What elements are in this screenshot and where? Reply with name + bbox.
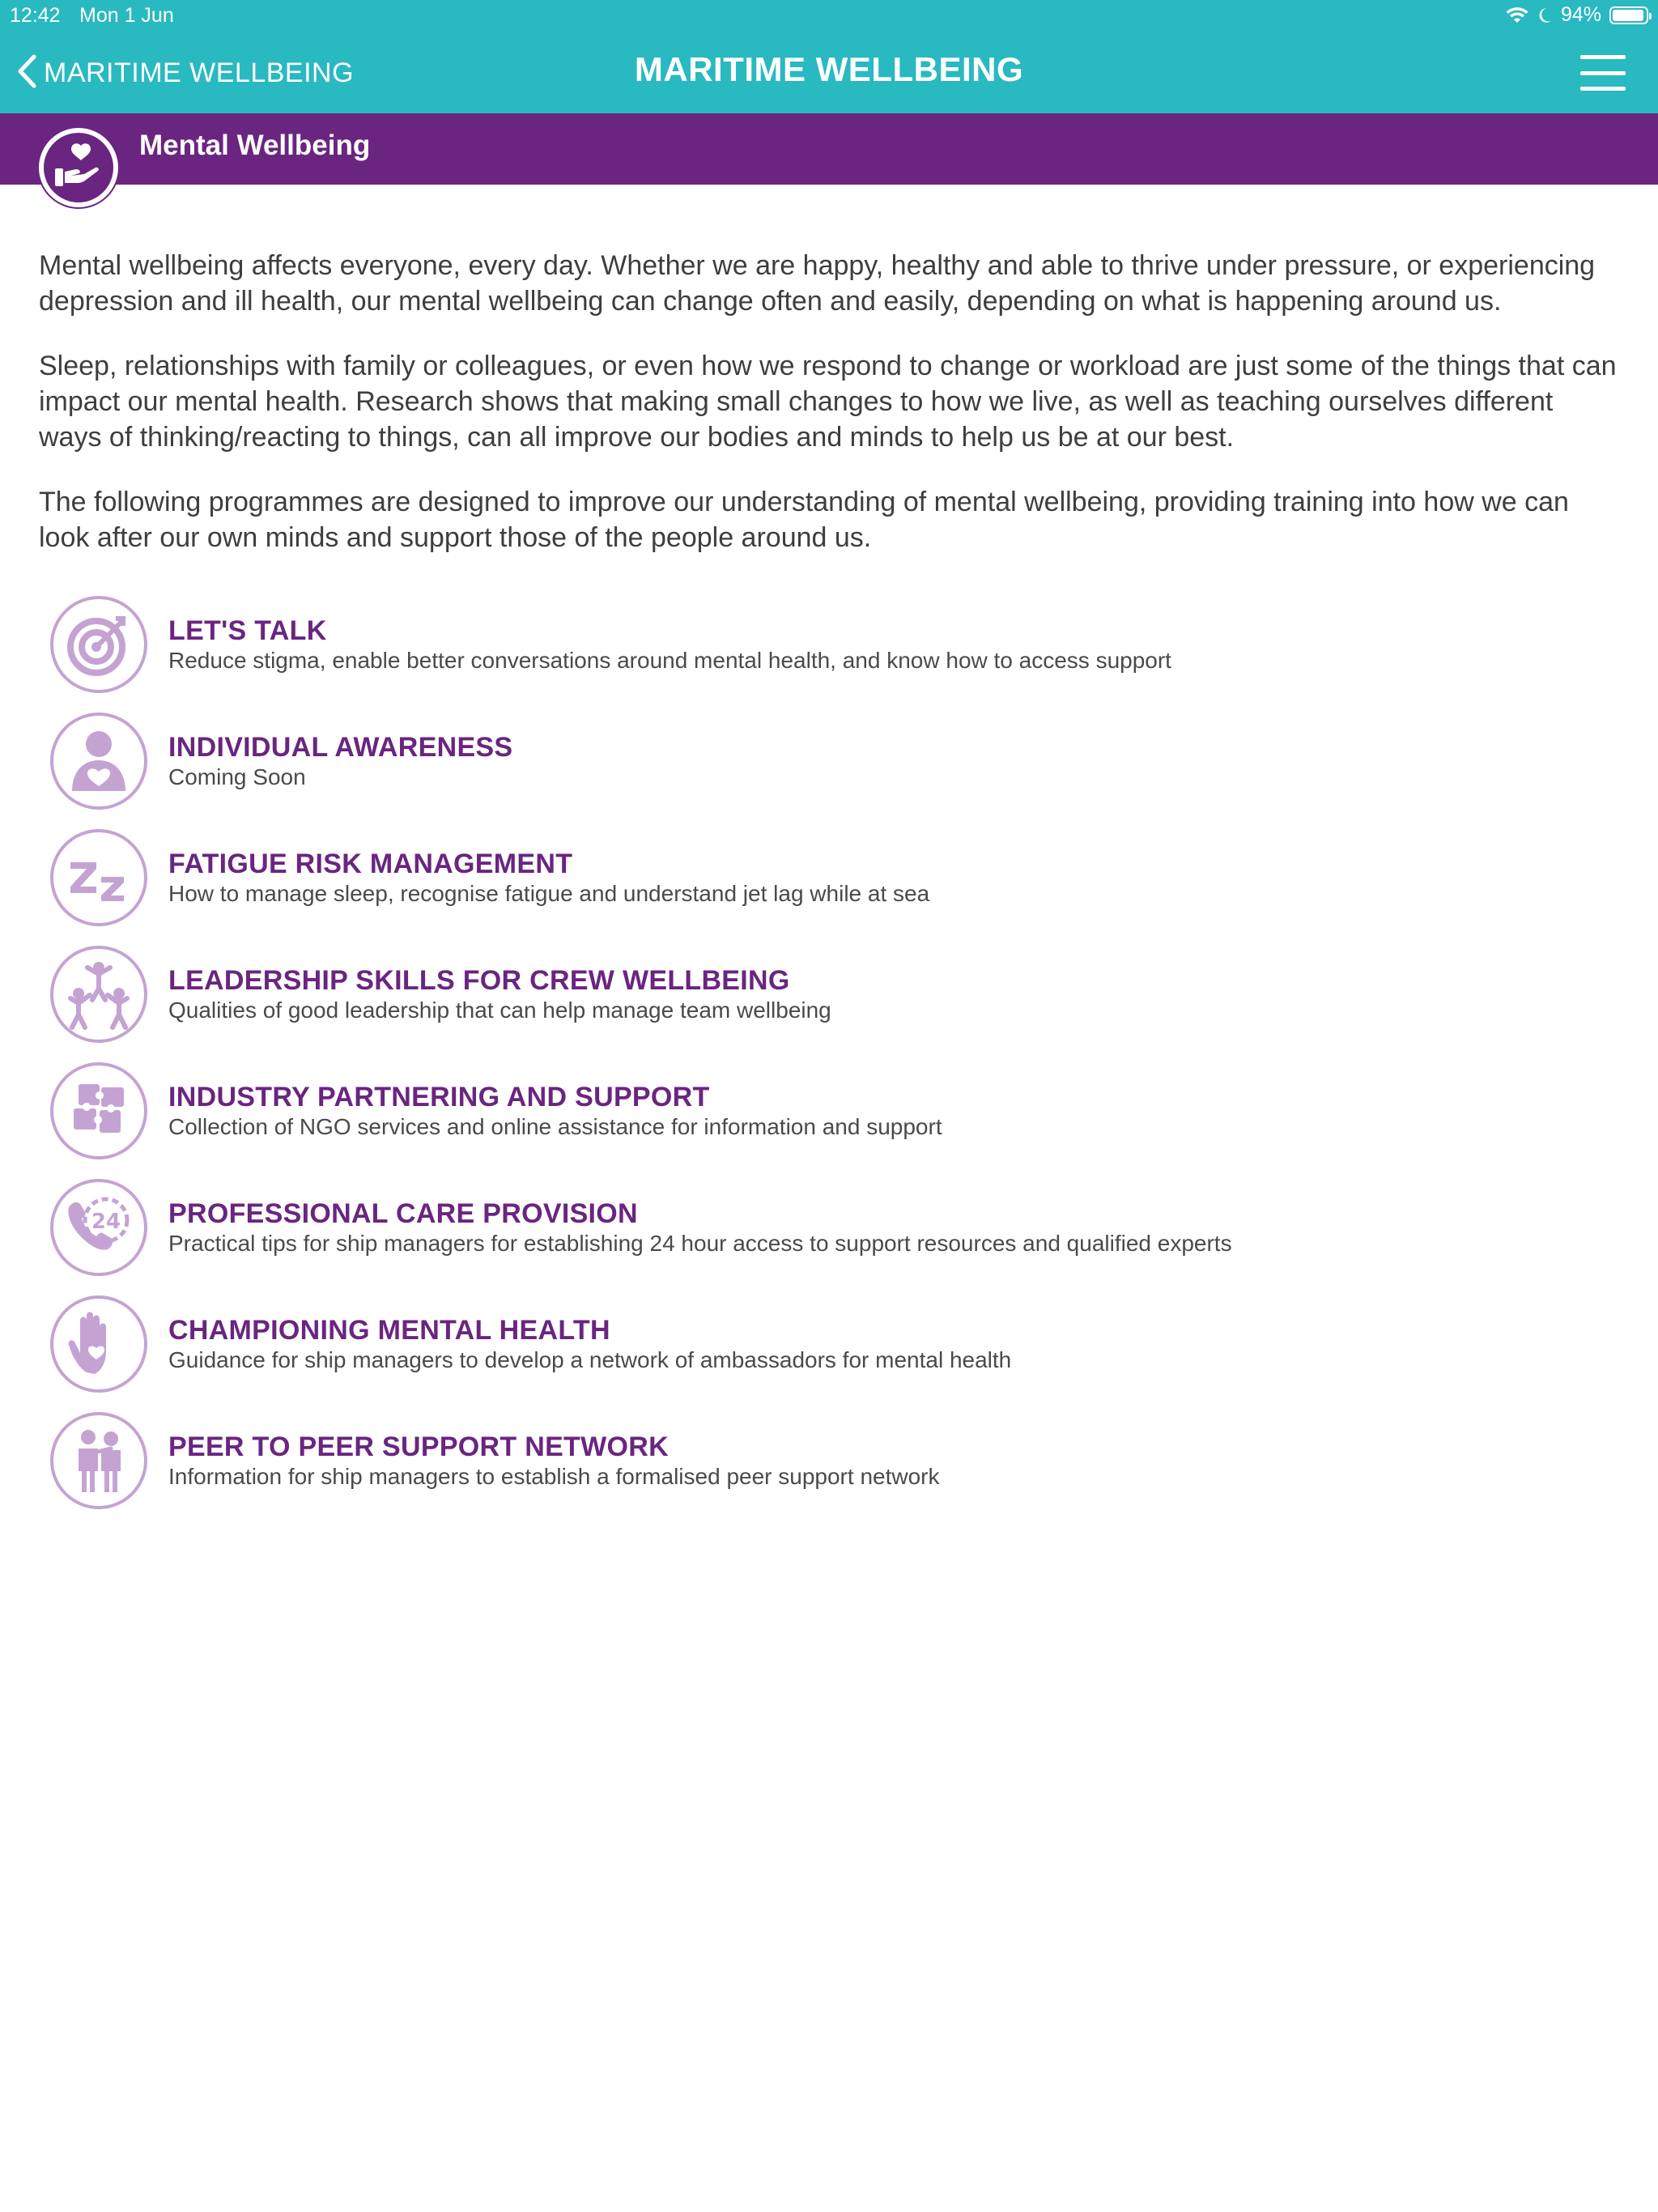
programme-item-individual-awareness[interactable]	[50, 713, 1621, 829]
moon-icon	[1537, 6, 1553, 24]
programme-title: PROFESSIONAL CARE PROVISION	[168, 1198, 638, 1229]
programme-description: Qualities of good leadership that can help manage team wellbeing	[168, 998, 831, 1023]
battery-icon	[1609, 6, 1648, 24]
intro-paragraph: The following programmes are designed to improve our understanding of mental wellbeing, providing training into how we can look after our own minds and support those of the people around us.	[39, 487, 1569, 553]
programme-item-industry-partnering[interactable]	[50, 1062, 1621, 1179]
puzzle-pieces-icon	[50, 1062, 147, 1159]
programme-description: Practical tips for ship managers for establishing 24 hour access to support resources and qualified experts	[168, 1231, 1232, 1256]
programme-title: PEER TO PEER SUPPORT NETWORK	[168, 1431, 669, 1462]
person-heart-icon	[50, 713, 147, 810]
programme-list	[50, 596, 1621, 1529]
two-people-icon	[50, 1412, 147, 1509]
programme-title: LEADERSHIP SKILLS FOR CREW WELLBEING	[168, 965, 790, 996]
programme-title: LET'S TALK	[168, 615, 327, 646]
programme-description: Coming Soon	[168, 764, 306, 789]
status-right	[1506, 3, 1648, 27]
target-icon	[50, 596, 147, 693]
svg-text:24: 24	[91, 1210, 121, 1234]
programme-item-championing-mental-health[interactable]	[50, 1295, 1621, 1412]
programme-description: Reduce stigma, enable better conversations around mental health, and know how to access support	[168, 648, 1171, 673]
programme-item-leadership-skills[interactable]	[50, 946, 1621, 1062]
back-label: MARITIME WELLBEING	[44, 57, 355, 88]
programme-title: INDUSTRY PARTNERING AND SUPPORT	[168, 1082, 710, 1112]
programme-description: Collection of NGO services and online assistance for information and support	[168, 1114, 942, 1139]
top-bar	[0, 0, 1658, 113]
phone-24-icon	[50, 1179, 147, 1276]
page-title: MARITIME WELLBEING	[634, 50, 1024, 88]
intro-paragraph: Sleep, relationships with family or colleagues, or even how we respond to change or workload are just some of the things that can impact our mental health. Research shows that making small changes to how we live, as well as teaching ourselves different ways of thinking/reacting to things, can all improve our bodies and minds to help us be at our best.	[39, 351, 1617, 453]
status-date: Mon 1 Jun	[79, 4, 174, 27]
programme-item-peer-support[interactable]	[50, 1412, 1621, 1529]
status-time: 12:42	[10, 4, 61, 27]
programme-title: CHAMPIONING MENTAL HEALTH	[168, 1315, 610, 1346]
programme-title: INDIVIDUAL AWARENESS	[168, 732, 513, 763]
wifi-icon	[1506, 6, 1528, 24]
programme-item-professional-care[interactable]	[50, 1179, 1621, 1295]
heart-in-hand-icon	[39, 128, 118, 207]
programme-title: FATIGUE RISK MANAGEMENT	[168, 849, 573, 879]
team-lift-icon	[50, 946, 147, 1043]
nav-bar	[0, 32, 1658, 113]
intro-text	[39, 248, 1618, 585]
programme-description: Guidance for ship managers to develop a network of ambassadors for mental health	[168, 1347, 1012, 1372]
hamburger-menu-icon[interactable]	[1580, 55, 1626, 91]
programme-item-fatigue-risk[interactable]	[50, 829, 1621, 946]
programme-description: Information for ship managers to establish a formalised peer support network	[168, 1464, 940, 1489]
sleep-zz-icon	[50, 829, 147, 926]
programme-description: How to manage sleep, recognise fatigue and understand jet lag while at sea	[168, 881, 930, 906]
intro-paragraph: Mental wellbeing affects everyone, every day. Whether we are happy, healthy and able to thrive under pressure, or experiencing depression and ill health, our mental wellbeing can change often and easily, depending on what is happening around us.	[39, 250, 1596, 317]
section-header	[0, 113, 1658, 185]
battery-percent: 94%	[1560, 3, 1601, 26]
section-title: Mental Wellbeing	[139, 130, 371, 161]
status-bar	[0, 0, 1658, 32]
programme-item-lets-talk[interactable]	[50, 596, 1621, 713]
hand-heart-icon	[50, 1295, 147, 1393]
